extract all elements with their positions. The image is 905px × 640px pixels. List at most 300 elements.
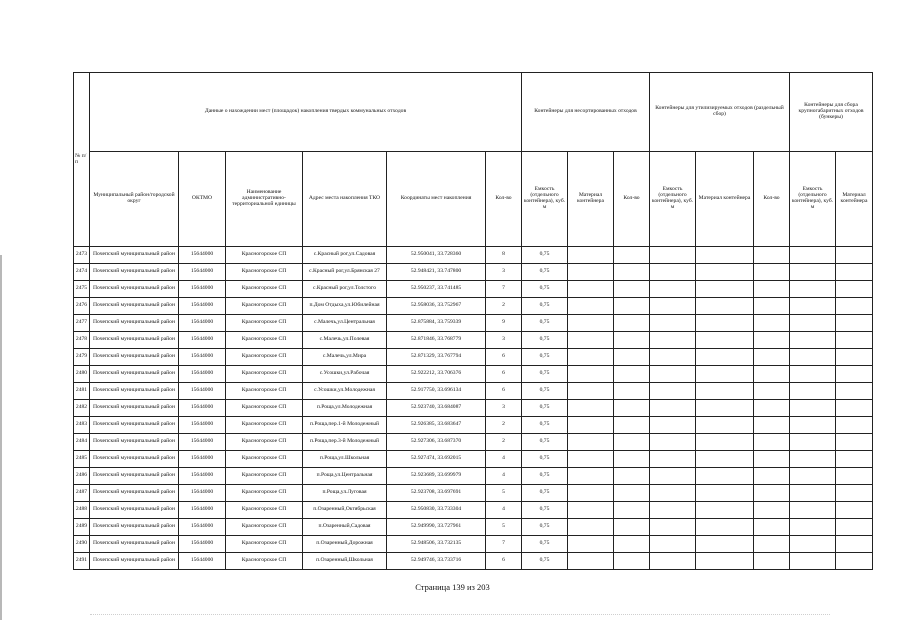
empty-cell bbox=[754, 332, 790, 349]
qty-cell: 3 bbox=[486, 332, 522, 349]
empty-cell bbox=[650, 434, 696, 451]
empty-cell bbox=[836, 485, 873, 502]
oktmo-cell: 15644000 bbox=[179, 298, 226, 315]
empty-cell bbox=[568, 536, 614, 553]
oktmo-cell: 15644000 bbox=[179, 315, 226, 332]
address-cell: с.Усошки,ул.Рабочая bbox=[303, 366, 387, 383]
address-cell: с.Усошки,ул.Молодежная bbox=[303, 383, 387, 400]
oktmo-cell: 15644000 bbox=[179, 383, 226, 400]
empty-cell bbox=[790, 536, 836, 553]
oktmo-cell: 15644000 bbox=[179, 417, 226, 434]
volume-cell: 0,75 bbox=[522, 468, 568, 485]
volume-cell: 0,75 bbox=[522, 502, 568, 519]
material-header-bulky: Материал контейнера bbox=[836, 152, 873, 247]
empty-cell bbox=[650, 553, 696, 570]
empty-cell bbox=[614, 400, 650, 417]
table-row bbox=[74, 332, 873, 349]
empty-cell bbox=[836, 366, 873, 383]
row-number-cell: 2485 bbox=[74, 451, 90, 468]
empty-cell bbox=[696, 451, 754, 468]
empty-cell bbox=[568, 485, 614, 502]
empty-cell bbox=[696, 417, 754, 434]
empty-cell bbox=[790, 383, 836, 400]
oktmo-header: ОКТМО bbox=[179, 152, 226, 247]
empty-cell bbox=[754, 536, 790, 553]
qty-cell: 7 bbox=[486, 281, 522, 298]
empty-cell bbox=[790, 451, 836, 468]
coords-cell: 52.875884, 33.759339 bbox=[387, 315, 486, 332]
empty-cell bbox=[836, 468, 873, 485]
empty-cell bbox=[614, 332, 650, 349]
address-cell: п.Роща,ул.Школьная bbox=[303, 451, 387, 468]
empty-cell bbox=[754, 298, 790, 315]
table-row bbox=[74, 536, 873, 553]
volume-header-recyclable: Емкость (отдельного контейнера), куб. м bbox=[650, 152, 696, 247]
table-row bbox=[74, 349, 873, 366]
row-number-cell: 2477 bbox=[74, 315, 90, 332]
qty-cell: 3 bbox=[486, 400, 522, 417]
row-number-cell: 2482 bbox=[74, 400, 90, 417]
oktmo-cell: 15644000 bbox=[179, 349, 226, 366]
empty-cell bbox=[696, 434, 754, 451]
district-cell: Почепский муниципальный район bbox=[90, 383, 179, 400]
empty-cell bbox=[790, 366, 836, 383]
district-cell: Почепский муниципальный район bbox=[90, 400, 179, 417]
empty-cell bbox=[614, 298, 650, 315]
admin-unit-cell: Красногорское СП bbox=[226, 553, 303, 570]
oktmo-cell: 15644000 bbox=[179, 264, 226, 281]
address-cell: с.Красный рог,ул.Толстого bbox=[303, 281, 387, 298]
volume-cell: 0,75 bbox=[522, 553, 568, 570]
empty-cell bbox=[790, 332, 836, 349]
empty-cell bbox=[836, 315, 873, 332]
qty-cell: 2 bbox=[486, 434, 522, 451]
empty-cell bbox=[614, 468, 650, 485]
empty-cell bbox=[836, 264, 873, 281]
district-cell: Почепский муниципальный район bbox=[90, 519, 179, 536]
address-cell: с.Малечь,ул.Центральная bbox=[303, 315, 387, 332]
row-number-cell: 2476 bbox=[74, 298, 90, 315]
table-row bbox=[74, 451, 873, 468]
empty-cell bbox=[568, 298, 614, 315]
coords-cell: 52.950041, 33.728360 bbox=[387, 247, 486, 264]
row-number-cell: 2491 bbox=[74, 553, 90, 570]
admin-unit-cell: Красногорское СП bbox=[226, 536, 303, 553]
empty-cell bbox=[696, 264, 754, 281]
row-number-cell: 2486 bbox=[74, 468, 90, 485]
district-cell: Почепский муниципальный район bbox=[90, 247, 179, 264]
row-number-cell: 2473 bbox=[74, 247, 90, 264]
empty-cell bbox=[790, 485, 836, 502]
empty-cell bbox=[696, 485, 754, 502]
volume-cell: 0,75 bbox=[522, 264, 568, 281]
empty-cell bbox=[696, 349, 754, 366]
address-cell: п.Роща,пер.1-й Молодежный bbox=[303, 417, 387, 434]
oktmo-cell: 15644000 bbox=[179, 468, 226, 485]
empty-cell bbox=[650, 264, 696, 281]
coords-cell: 52.871846, 33.768779 bbox=[387, 332, 486, 349]
empty-cell bbox=[568, 264, 614, 281]
oktmo-cell: 15644000 bbox=[179, 400, 226, 417]
district-cell: Почепский муниципальный район bbox=[90, 502, 179, 519]
district-cell: Почепский муниципальный район bbox=[90, 536, 179, 553]
empty-cell bbox=[650, 332, 696, 349]
empty-cell bbox=[614, 536, 650, 553]
admin-unit-cell: Красногорское СП bbox=[226, 519, 303, 536]
admin-unit-cell: Красногорское СП bbox=[226, 417, 303, 434]
empty-cell bbox=[650, 502, 696, 519]
empty-cell bbox=[568, 553, 614, 570]
empty-cell bbox=[568, 349, 614, 366]
empty-cell bbox=[568, 519, 614, 536]
waste-sites-table bbox=[73, 72, 873, 570]
empty-cell bbox=[614, 383, 650, 400]
district-cell: Почепский муниципальный район bbox=[90, 315, 179, 332]
table-row bbox=[74, 247, 873, 264]
qty-cell: 4 bbox=[486, 451, 522, 468]
empty-cell bbox=[696, 332, 754, 349]
admin-unit-header: Наименование административно-территориальной единицы bbox=[226, 152, 303, 247]
empty-cell bbox=[614, 315, 650, 332]
empty-cell bbox=[650, 315, 696, 332]
row-number-cell: 2481 bbox=[74, 383, 90, 400]
volume-cell: 0,75 bbox=[522, 298, 568, 315]
coords-cell: 52.923689, 33.699979 bbox=[387, 468, 486, 485]
volume-cell: 0,75 bbox=[522, 332, 568, 349]
empty-cell bbox=[696, 298, 754, 315]
row-number-cell: 2483 bbox=[74, 417, 90, 434]
address-cell: с.Малечь,ул.Мира bbox=[303, 349, 387, 366]
table-row bbox=[74, 553, 873, 570]
qty-header-bulky: Кол-во bbox=[754, 152, 790, 247]
empty-cell bbox=[754, 417, 790, 434]
row-number-cell: 2480 bbox=[74, 366, 90, 383]
coords-cell: 52.949990, 33.727961 bbox=[387, 519, 486, 536]
empty-cell bbox=[614, 434, 650, 451]
volume-cell: 0,75 bbox=[522, 519, 568, 536]
qty-cell: 5 bbox=[486, 519, 522, 536]
admin-unit-cell: Красногорское СП bbox=[226, 451, 303, 468]
empty-cell bbox=[614, 281, 650, 298]
oktmo-cell: 15644000 bbox=[179, 332, 226, 349]
coords-cell: 52.949746, 33.733716 bbox=[387, 553, 486, 570]
qty-cell: 9 bbox=[486, 315, 522, 332]
qty-header-unsorted: Кол-во bbox=[486, 152, 522, 247]
empty-cell bbox=[754, 502, 790, 519]
table-row bbox=[74, 417, 873, 434]
volume-cell: 0,75 bbox=[522, 417, 568, 434]
empty-cell bbox=[568, 366, 614, 383]
district-cell: Почепский муниципальный район bbox=[90, 434, 179, 451]
empty-cell bbox=[568, 468, 614, 485]
address-header: Адрес места накопления ТКО bbox=[303, 152, 387, 247]
volume-cell: 0,75 bbox=[522, 383, 568, 400]
row-number-cell: 2478 bbox=[74, 332, 90, 349]
address-cell: п.Озаренный,Дорожная bbox=[303, 536, 387, 553]
district-cell: Почепский муниципальный район bbox=[90, 281, 179, 298]
qty-cell: 2 bbox=[486, 417, 522, 434]
empty-cell bbox=[790, 264, 836, 281]
address-cell: п.Озаренный,Школьная bbox=[303, 553, 387, 570]
row-number-cell: 2487 bbox=[74, 485, 90, 502]
empty-cell bbox=[568, 400, 614, 417]
admin-unit-cell: Красногорское СП bbox=[226, 434, 303, 451]
oktmo-cell: 15644000 bbox=[179, 451, 226, 468]
scan-edge-shadow bbox=[0, 255, 2, 620]
district-cell: Почепский муниципальный район bbox=[90, 366, 179, 383]
volume-cell: 0,75 bbox=[522, 400, 568, 417]
empty-cell bbox=[836, 553, 873, 570]
coords-cell: 52.958036, 33.752967 bbox=[387, 298, 486, 315]
oktmo-cell: 15644000 bbox=[179, 502, 226, 519]
empty-cell bbox=[836, 536, 873, 553]
row-number-cell: 2490 bbox=[74, 536, 90, 553]
district-cell: Почепский муниципальный район bbox=[90, 332, 179, 349]
empty-cell bbox=[568, 281, 614, 298]
qty-cell: 7 bbox=[486, 536, 522, 553]
district-cell: Почепский муниципальный район bbox=[90, 485, 179, 502]
empty-cell bbox=[754, 451, 790, 468]
empty-cell bbox=[754, 281, 790, 298]
empty-cell bbox=[568, 383, 614, 400]
empty-cell bbox=[836, 502, 873, 519]
empty-cell bbox=[696, 400, 754, 417]
header-row-columns bbox=[74, 152, 873, 247]
oktmo-cell: 15644000 bbox=[179, 366, 226, 383]
table-row bbox=[74, 468, 873, 485]
empty-cell bbox=[754, 366, 790, 383]
oktmo-cell: 15644000 bbox=[179, 434, 226, 451]
admin-unit-cell: Красногорское СП bbox=[226, 264, 303, 281]
empty-cell bbox=[568, 417, 614, 434]
volume-cell: 0,75 bbox=[522, 281, 568, 298]
empty-cell bbox=[650, 366, 696, 383]
qty-cell: 4 bbox=[486, 468, 522, 485]
district-cell: Почепский муниципальный район bbox=[90, 451, 179, 468]
empty-cell bbox=[614, 366, 650, 383]
address-cell: п.Роща,пер.3-й Молодежный bbox=[303, 434, 387, 451]
empty-cell bbox=[568, 434, 614, 451]
qty-cell: 6 bbox=[486, 553, 522, 570]
table-row bbox=[74, 434, 873, 451]
volume-cell: 0,75 bbox=[522, 349, 568, 366]
row-number-cell: 2474 bbox=[74, 264, 90, 281]
coords-cell: 52.923708, 33.697691 bbox=[387, 485, 486, 502]
empty-cell bbox=[696, 366, 754, 383]
qty-cell: 8 bbox=[486, 247, 522, 264]
district-cell: Почепский муниципальный район bbox=[90, 468, 179, 485]
coords-cell: 52.948421, 33.747800 bbox=[387, 264, 486, 281]
empty-cell bbox=[696, 281, 754, 298]
empty-cell bbox=[754, 264, 790, 281]
empty-cell bbox=[836, 281, 873, 298]
admin-unit-cell: Красногорское СП bbox=[226, 298, 303, 315]
empty-cell bbox=[650, 451, 696, 468]
oktmo-cell: 15644000 bbox=[179, 247, 226, 264]
empty-cell bbox=[754, 315, 790, 332]
volume-cell: 0,75 bbox=[522, 366, 568, 383]
empty-cell bbox=[754, 247, 790, 264]
empty-cell bbox=[650, 298, 696, 315]
empty-cell bbox=[754, 383, 790, 400]
district-cell: Почепский муниципальный район bbox=[90, 417, 179, 434]
address-cell: с.Малечь,ул.Полевая bbox=[303, 332, 387, 349]
qty-cell: 6 bbox=[486, 349, 522, 366]
oktmo-cell: 15644000 bbox=[179, 519, 226, 536]
empty-cell bbox=[568, 247, 614, 264]
empty-cell bbox=[790, 400, 836, 417]
empty-cell bbox=[754, 434, 790, 451]
empty-cell bbox=[650, 417, 696, 434]
empty-cell bbox=[650, 468, 696, 485]
table-row bbox=[74, 400, 873, 417]
qty-cell: 6 bbox=[486, 383, 522, 400]
oktmo-cell: 15644000 bbox=[179, 553, 226, 570]
empty-cell bbox=[696, 502, 754, 519]
table-row bbox=[74, 485, 873, 502]
row-number-cell: 2484 bbox=[74, 434, 90, 451]
qty-cell: 4 bbox=[486, 502, 522, 519]
coords-cell: 52.948506, 33.732135 bbox=[387, 536, 486, 553]
empty-cell bbox=[650, 349, 696, 366]
admin-unit-cell: Красногорское СП bbox=[226, 383, 303, 400]
empty-cell bbox=[790, 315, 836, 332]
empty-cell bbox=[790, 247, 836, 264]
table-row bbox=[74, 264, 873, 281]
volume-header-bulky: Емкость (отдельного контейнера), куб. м bbox=[790, 152, 836, 247]
table-row bbox=[74, 315, 873, 332]
empty-cell bbox=[836, 417, 873, 434]
admin-unit-cell: Красногорское СП bbox=[226, 349, 303, 366]
address-cell: п.Дом Отдыха,ул.Юбилейная bbox=[303, 298, 387, 315]
scan-artifact-line bbox=[90, 614, 830, 616]
empty-cell bbox=[836, 434, 873, 451]
empty-cell bbox=[650, 536, 696, 553]
district-cell: Почепский муниципальный район bbox=[90, 264, 179, 281]
row-number-cell: 2489 bbox=[74, 519, 90, 536]
admin-unit-cell: Красногорское СП bbox=[226, 485, 303, 502]
admin-unit-cell: Красногорское СП bbox=[226, 502, 303, 519]
admin-unit-cell: Красногорское СП bbox=[226, 332, 303, 349]
volume-header-unsorted: Емкость (отдельного контейнера), куб. м bbox=[522, 152, 568, 247]
empty-cell bbox=[790, 502, 836, 519]
empty-cell bbox=[696, 247, 754, 264]
empty-cell bbox=[754, 485, 790, 502]
volume-cell: 0,75 bbox=[522, 485, 568, 502]
empty-cell bbox=[614, 519, 650, 536]
coords-cell: 52.917750, 33.696134 bbox=[387, 383, 486, 400]
volume-cell: 0,75 bbox=[522, 247, 568, 264]
address-cell: п.Роща,ул.Молодежная bbox=[303, 400, 387, 417]
page-number: Страница 139 из 203 bbox=[415, 582, 490, 592]
empty-cell bbox=[836, 349, 873, 366]
table-row bbox=[74, 502, 873, 519]
empty-cell bbox=[614, 451, 650, 468]
address-cell: п.Озаренный,Садовая bbox=[303, 519, 387, 536]
address-cell: с.Красный рог,ул.Брянская 27 bbox=[303, 264, 387, 281]
empty-cell bbox=[836, 451, 873, 468]
empty-cell bbox=[614, 502, 650, 519]
empty-cell bbox=[614, 247, 650, 264]
empty-cell bbox=[650, 485, 696, 502]
empty-cell bbox=[836, 383, 873, 400]
admin-unit-cell: Красногорское СП bbox=[226, 281, 303, 298]
qty-cell: 6 bbox=[486, 366, 522, 383]
empty-cell bbox=[614, 553, 650, 570]
volume-cell: 0,75 bbox=[522, 434, 568, 451]
volume-cell: 0,75 bbox=[522, 451, 568, 468]
empty-cell bbox=[790, 349, 836, 366]
oktmo-cell: 15644000 bbox=[179, 536, 226, 553]
oktmo-cell: 15644000 bbox=[179, 281, 226, 298]
empty-cell bbox=[650, 281, 696, 298]
empty-cell bbox=[790, 519, 836, 536]
empty-cell bbox=[754, 468, 790, 485]
empty-cell bbox=[568, 332, 614, 349]
empty-cell bbox=[614, 417, 650, 434]
empty-cell bbox=[754, 519, 790, 536]
empty-cell bbox=[790, 417, 836, 434]
empty-cell bbox=[790, 553, 836, 570]
district-cell: Почепский муниципальный район bbox=[90, 553, 179, 570]
admin-unit-cell: Красногорское СП bbox=[226, 468, 303, 485]
no-header: № п/п bbox=[74, 73, 90, 247]
admin-unit-cell: Красногорское СП bbox=[226, 366, 303, 383]
coords-cell: 52.927474, 33.692015 bbox=[387, 451, 486, 468]
empty-cell bbox=[696, 553, 754, 570]
row-number-cell: 2479 bbox=[74, 349, 90, 366]
address-cell: п.Роща,ул.Центральная bbox=[303, 468, 387, 485]
empty-cell bbox=[836, 247, 873, 264]
qty-cell: 2 bbox=[486, 298, 522, 315]
empty-cell bbox=[614, 264, 650, 281]
qty-header-recyclable: Кол-во bbox=[614, 152, 650, 247]
qty-cell: 3 bbox=[486, 264, 522, 281]
empty-cell bbox=[696, 468, 754, 485]
recyclable-group-header: Контейнеры для утилизируемых отходов (раздельный сбор) bbox=[650, 73, 790, 152]
table-row bbox=[74, 366, 873, 383]
empty-cell bbox=[650, 400, 696, 417]
address-cell: п.Роща,ул.Луговая bbox=[303, 485, 387, 502]
coords-cell: 52.950830, 33.733304 bbox=[387, 502, 486, 519]
empty-cell bbox=[696, 315, 754, 332]
bulky-group-header: Контейнеры для сбора крупногабаритных отходов (бункеры) bbox=[790, 73, 873, 152]
admin-unit-cell: Красногорское СП bbox=[226, 315, 303, 332]
material-header-recyclable: Материал контейнера bbox=[696, 152, 754, 247]
header-row-groups bbox=[74, 73, 873, 152]
admin-unit-cell: Красногорское СП bbox=[226, 247, 303, 264]
empty-cell bbox=[614, 349, 650, 366]
empty-cell bbox=[568, 502, 614, 519]
table-row bbox=[74, 298, 873, 315]
coords-cell: 52.927306, 33.687370 bbox=[387, 434, 486, 451]
empty-cell bbox=[836, 298, 873, 315]
empty-cell bbox=[650, 247, 696, 264]
row-number-cell: 2488 bbox=[74, 502, 90, 519]
empty-cell bbox=[696, 519, 754, 536]
empty-cell bbox=[650, 383, 696, 400]
empty-cell bbox=[614, 485, 650, 502]
empty-cell bbox=[790, 468, 836, 485]
empty-cell bbox=[650, 519, 696, 536]
coords-cell: 52.950237, 33.741485 bbox=[387, 281, 486, 298]
table-row bbox=[74, 519, 873, 536]
district-header: Муниципальный район/городской округ bbox=[90, 152, 179, 247]
row-number-cell: 2475 bbox=[74, 281, 90, 298]
location-group-header: Данные о нахождении мест (площадок) накопления твердых коммунальных отходов bbox=[90, 73, 522, 152]
address-cell: п.Озаренный,Октябрьская bbox=[303, 502, 387, 519]
admin-unit-cell: Красногорское СП bbox=[226, 400, 303, 417]
